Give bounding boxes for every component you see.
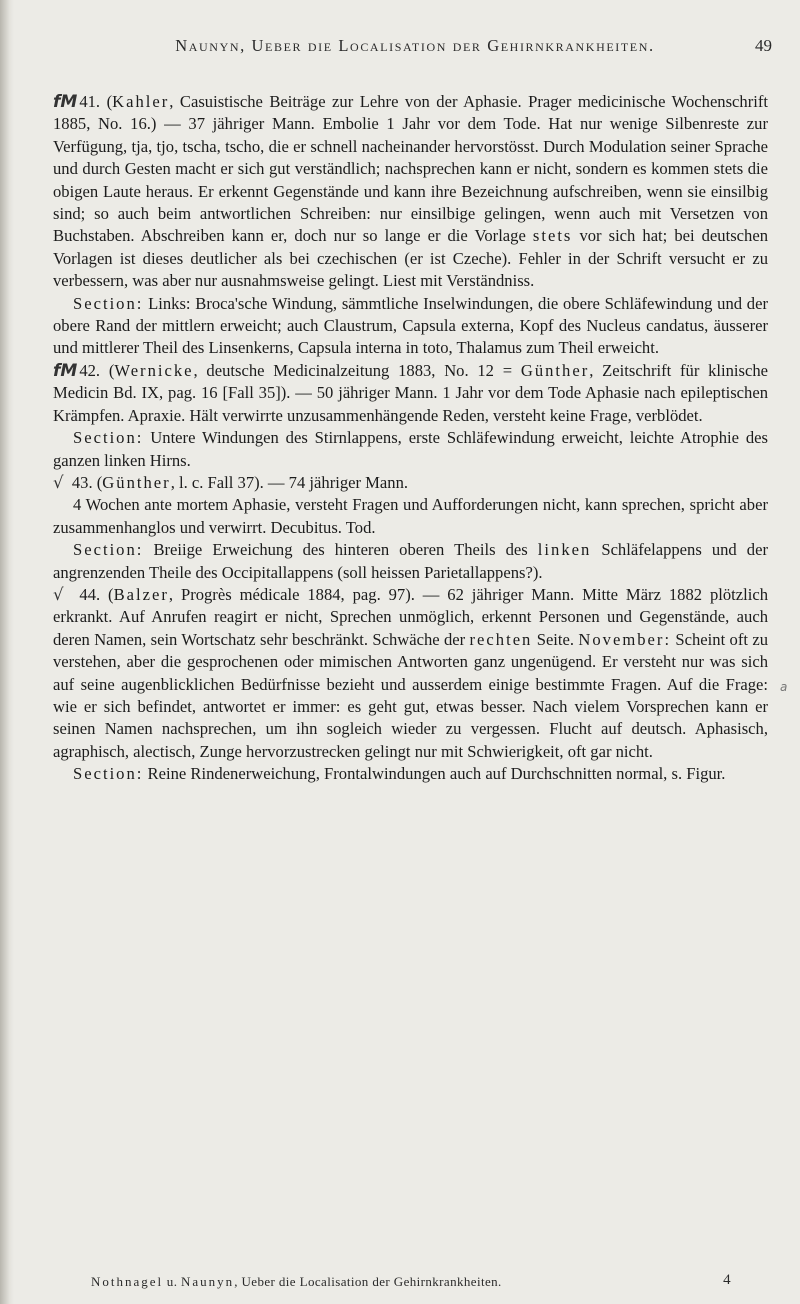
handwritten-mark-42: fM [53,360,78,381]
footer: Nothnagel u. Naunyn, Ueber die Localisation der Gehirnkrankheiten. 4 [91,1272,731,1289]
page-body [53,91,768,786]
author-kahler: Kahler [112,92,170,111]
case-44: √ 44. (Balzer, Progrès médicale 1884, pag. 97). — 62 jähriger Mann. Mitte März 1882 plötzlich erkrankt. Auf Anrufen reagirt er nicht, Sprechen unmöglich, erkennt Personen und Gegenstände, auch deren Namen, sein Wortschatz sehr beschränkt. Schwäche der rechten Seite. November: Scheint oft zu verstehen, aber die gesprochenen oder mimischen Antworten ganz ungenügend. Er versteht nur was sich auf seine augenblicklichen Bedürfnisse bezieht und ausserdem einige bestimmte Fragen. Auf die Frage: wie er sich befindet, antwortet er immer: es geht gut, etwas besser. Nach vielem Vorsprechen kann er seinen Namen nachsprechen, um ihn sogleich wieder zu vergessen. Flucht auf deutsch. Aphasisch, agraphisch, alectisch, Zunge hervorzustrecken gelingt nur mit Schwierigkeit, oft gar nicht. [53,584,769,761]
section-label: Section: [73,764,144,784]
page-number: 49 [755,36,772,55]
author-balzer: Balzer [113,584,169,604]
margin-annotation: a [780,680,788,694]
checkmark-icon: √ [53,472,64,492]
author-guenther: Günther [520,360,590,380]
checkmark-icon: √ [53,584,64,604]
running-header [62,36,772,56]
case-42: fM 42. (Wernicke, deutsche Medicinalzeitung 1883, No. 12 = Günther, Zeitschrift für klinische Medicin Bd. IX, pag. 16 [Fall 35]). — 50 jähriger Mann. 1 Jahr vor dem Tode Aphasie nach epileptischen Krämpfen. Apraxie. Hält verwirrte unzusammenhängende Reden, versteht keine Frage, verblödet. [53,360,769,425]
case-41-section: Section: Links: Broca'sche Windung, sämmtliche Inselwindungen, die obere Schläfewindung und der obere Rand der mittlern erweicht; auch Claustrum, Capsula externa, Kopf des Nucleus candatus, äusserer und mittlerer Theil des Linsenkerns, Capsula interna in toto, Thalamus zum Theil erweicht. [53,293,768,358]
section-label: Section: [73,293,144,313]
binding-shadow [0,0,14,1304]
case-43-text: 4 Wochen ante mortem Aphasie, versteht Fragen und Aufforderungen nicht, kann sprechen, spricht aber zusammenhanglos und verwirrt. Decubitus. Tod. [53,495,768,537]
case-42-section: Section: Untere Windungen des Stirnlappens, erste Schläfewindung erweicht, leichte Atrophie des ganzen linken Hirns. [53,428,768,470]
section-label: Section: [73,540,144,560]
handwritten-mark-41: fM [53,92,78,112]
case-43: √ 43. (Günther, l. c. Fall 37). — 74 jähriger Mann. [53,472,409,492]
case-43-section: Section: Breiige Erweichung des hinteren oberen Theils des linken Schläfelappens und der angrenzenden Theile des Occipitallappens (soll heissen Parietallappens?). [53,540,768,582]
header-title: Naunyn, Ueber die Localisation der Gehirnkrankheiten. [175,36,655,55]
author-wernicke: Wernicke [114,360,194,380]
case-41: fM 41. (Kahler, Casuistische Beiträge zur Lehre von der Aphasie. Prager medicinische Wochenschrift 1885, No. 16.) — 37 jähriger Mann. Embolie 1 Jahr vor dem Tode. Hat nur wenige Silbenreste zur Verfügung, tja, tjo, tscha, tscho, die er schnell nacheinander hervorstösst. Durch Modulation seiner Sprache und durch Gesten macht er sich gut verständlich; nachsprechen kann er nicht, sondern es kommen stets die obigen Laute heraus. Er erkennt Gegenstände und kann ihre Bezeichnung aufschreiben, wenn sie einsilbig sind; so auch beim antwortlichen Schreiben: nur einsilbige gelingen, wenn auch mit Versetzen von Buchstaben. Abschreiben kann er, doch nur so lange er die Vorlage stets vor sich hat; bei deutschen Vorlagen ist dieses deutlicher als bei czechischen (er ist Czeche). Fehler in der Schrift versucht er zu verbessern, was aber nur ausnahmsweise gelingt. Liest mit Verständniss. [53,92,768,291]
case-44-section: Section: Reine Rindenerweichung, Frontalwindungen auch auf Durchschnitten normal, s. Figur. [73,764,726,784]
author-guenther: Günther [102,472,171,492]
signature-mark: 4 [723,1272,731,1288]
section-label: Section: [73,428,144,448]
